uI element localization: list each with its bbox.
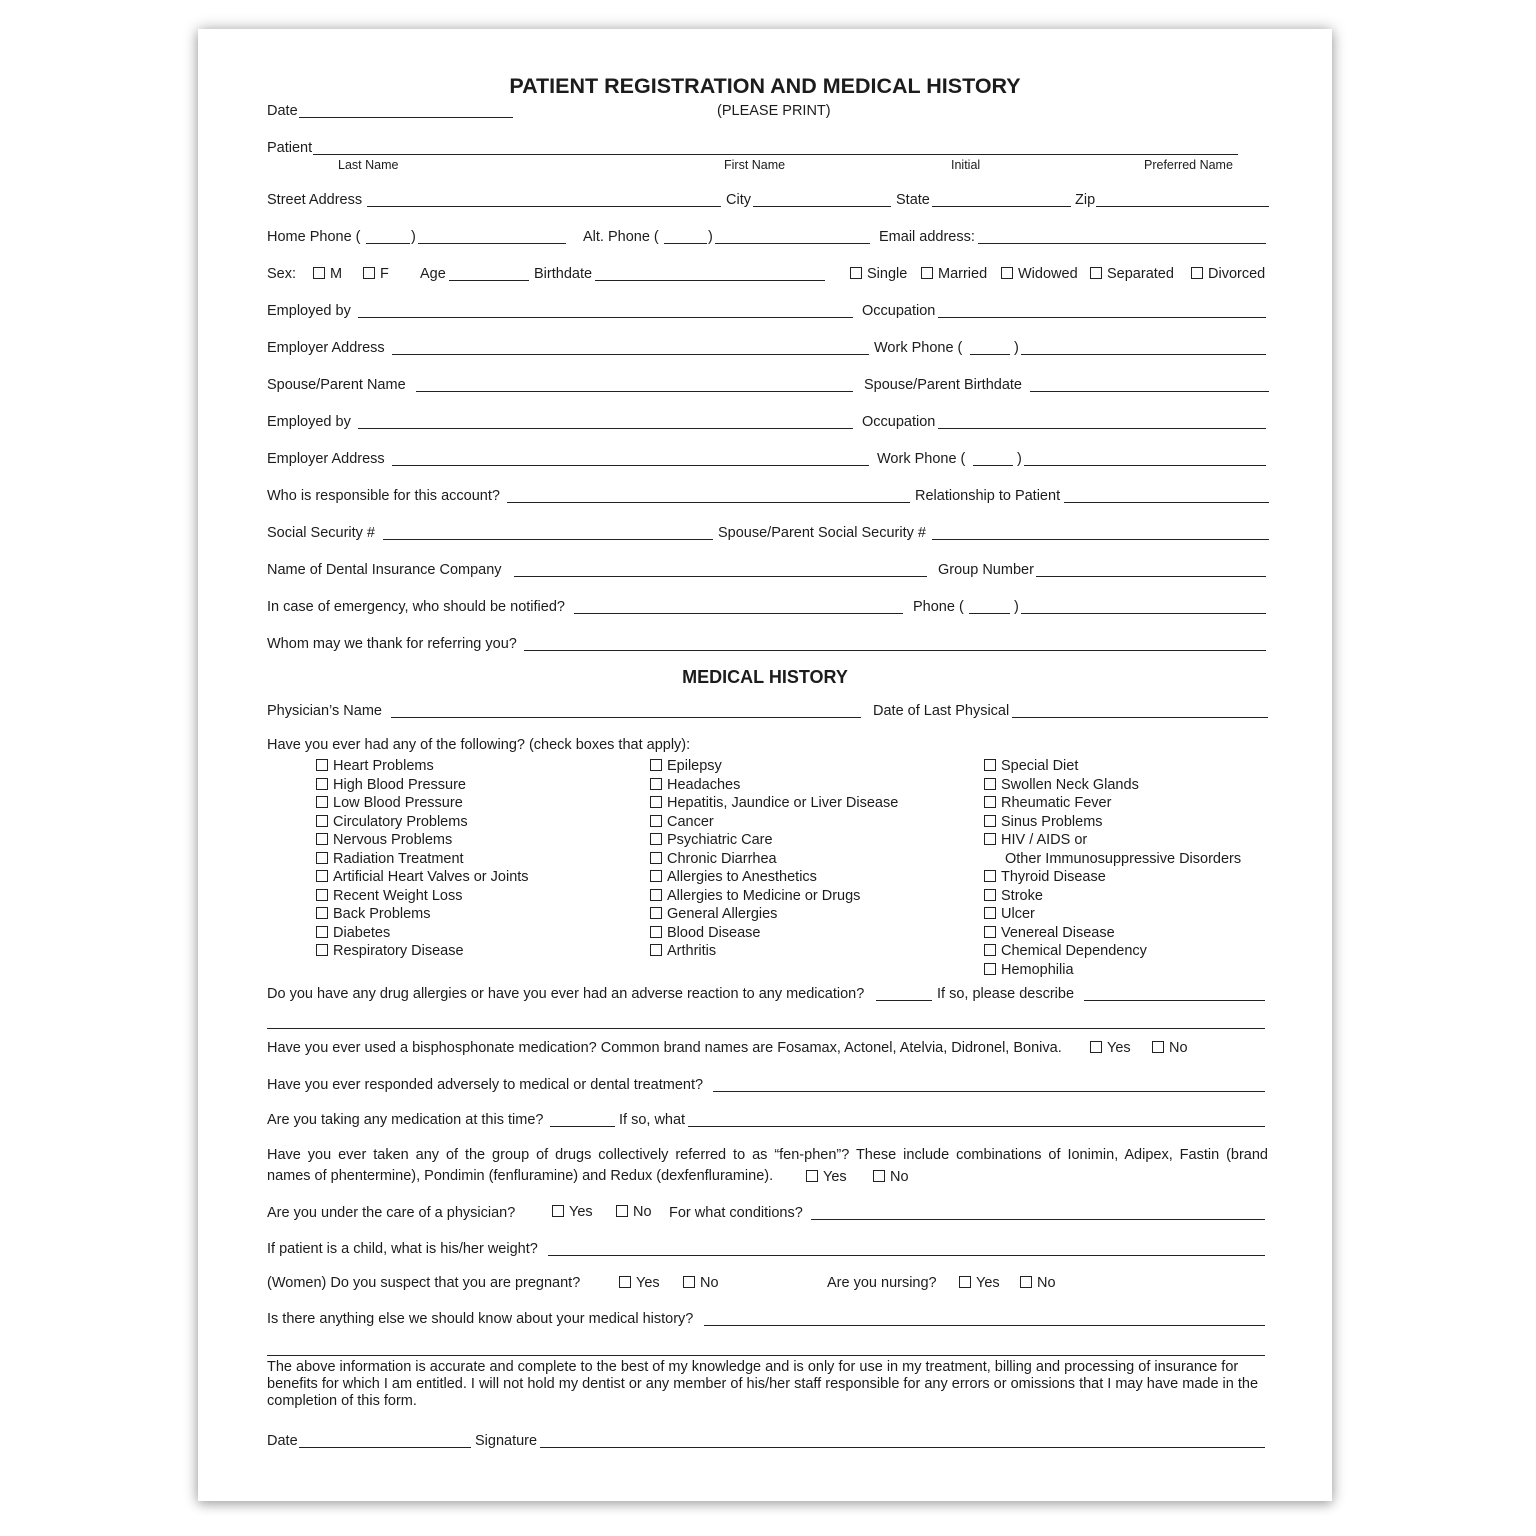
no-checkbox[interactable] — [873, 1170, 885, 1182]
yes-checkbox[interactable] — [619, 1276, 631, 1288]
condition-checkbox[interactable] — [316, 833, 328, 845]
home-phone-label: Home Phone ( — [267, 229, 361, 245]
condition-item[interactable]: Recent Weight Loss — [316, 888, 463, 905]
describe-field-line2[interactable] — [267, 1028, 1265, 1029]
condition-item[interactable]: Arthritis — [650, 943, 716, 960]
child-weight-question: If patient is a child, what is his/her weight? — [267, 1241, 538, 1257]
group-number-field[interactable] — [1036, 576, 1266, 577]
condition-checkbox[interactable] — [650, 796, 662, 808]
alt-phone-label: Alt. Phone ( — [583, 229, 659, 245]
condition-checkbox[interactable] — [984, 889, 996, 901]
child-weight-field[interactable] — [548, 1255, 1265, 1256]
responsible-field[interactable] — [507, 502, 910, 503]
spouse-occupation-label: Occupation — [862, 414, 936, 430]
nursing-yes-option[interactable]: Yes — [959, 1275, 1000, 1292]
condition-item[interactable]: Nervous Problems — [316, 832, 452, 849]
conditions-label: For what conditions? — [669, 1205, 803, 1221]
first-name-caption: First Name — [724, 158, 786, 172]
condition-checkbox[interactable] — [316, 926, 328, 938]
condition-checkbox[interactable] — [316, 796, 328, 808]
condition-checkbox[interactable] — [316, 852, 328, 864]
please-print-note: (PLEASE PRINT) — [717, 103, 831, 119]
no-checkbox[interactable] — [616, 1205, 628, 1217]
condition-item[interactable]: Hemophilia — [984, 962, 1074, 979]
last-physical-field[interactable] — [1012, 717, 1268, 718]
spouse-ssn-label: Spouse/Parent Social Security # — [718, 525, 926, 541]
condition-item[interactable]: Artificial Heart Valves or Joints — [316, 869, 529, 886]
patient-label: Patient — [267, 140, 313, 156]
condition-item[interactable]: Cancer — [650, 814, 714, 831]
spouse-occupation-field[interactable] — [938, 428, 1266, 429]
signature-field[interactable] — [540, 1447, 1265, 1448]
referral-label: Whom may we thank for referring you? — [267, 636, 517, 652]
no-checkbox[interactable] — [683, 1276, 695, 1288]
pregnant-question: (Women) Do you suspect that you are pregnant? — [267, 1275, 581, 1291]
insurance-field[interactable] — [514, 576, 927, 577]
street-label: Street Address — [267, 192, 363, 208]
sex-label: Sex: — [267, 266, 297, 282]
home-phone-field[interactable] — [418, 243, 566, 244]
signature-label: Signature — [475, 1433, 538, 1449]
form-sheet — [198, 29, 1332, 1501]
condition-checkbox[interactable] — [984, 944, 996, 956]
city-field[interactable] — [753, 206, 891, 207]
taking-medication-field[interactable] — [550, 1126, 615, 1127]
condition-item[interactable]: Radiation Treatment — [316, 851, 464, 868]
spouse-birthdate-label: Spouse/Parent Birthdate — [864, 377, 1022, 393]
taking-medication-question: Are you taking any medication at this time? — [267, 1112, 544, 1128]
condition-checkbox[interactable] — [650, 907, 662, 919]
condition-checkbox[interactable] — [650, 852, 662, 864]
anything-else-question: Is there anything else we should know about your medical history? — [267, 1311, 694, 1327]
marital-divorced-option[interactable]: Divorced — [1191, 266, 1265, 283]
condition-item[interactable]: Heart Problems — [316, 758, 434, 775]
emergency-label: In case of emergency, who should be notified? — [267, 599, 565, 615]
state-field[interactable] — [932, 206, 1071, 207]
yes-checkbox[interactable] — [552, 1205, 564, 1217]
occupation-field[interactable] — [938, 317, 1266, 318]
condition-item[interactable]: High Blood Pressure — [316, 777, 466, 794]
condition-item[interactable]: Special Diet — [984, 758, 1078, 775]
spouse-employed-by-field[interactable] — [358, 428, 853, 429]
date-field[interactable] — [299, 117, 513, 118]
condition-item[interactable]: Thyroid Disease — [984, 869, 1106, 886]
pregnant-no-option[interactable]: No — [683, 1275, 719, 1292]
zip-field[interactable] — [1096, 206, 1269, 207]
condition-item[interactable]: Chemical Dependency — [984, 943, 1147, 960]
physician-care-question: Are you under the care of a physician? — [267, 1205, 516, 1221]
work-phone-field[interactable] — [1021, 354, 1266, 355]
condition-item[interactable]: Headaches — [650, 777, 740, 794]
sex-female-checkbox[interactable] — [363, 267, 375, 279]
yes-checkbox[interactable] — [959, 1276, 971, 1288]
form-title: PATIENT REGISTRATION AND MEDICAL HISTORY — [509, 74, 1021, 98]
condition-checkbox[interactable] — [984, 815, 996, 827]
ssn-field[interactable] — [383, 539, 713, 540]
sign-date-field[interactable] — [299, 1447, 471, 1448]
condition-checkbox[interactable] — [984, 778, 996, 790]
condition-checkbox[interactable] — [650, 889, 662, 901]
employed-by-label: Employed by — [267, 303, 351, 319]
yes-checkbox[interactable] — [1090, 1041, 1102, 1053]
condition-item[interactable]: Diabetes — [316, 925, 390, 942]
yes-checkbox[interactable] — [806, 1170, 818, 1182]
emergency-phone-label: Phone ( — [913, 599, 964, 615]
no-checkbox[interactable] — [1020, 1276, 1032, 1288]
last-physical-label: Date of Last Physical — [873, 703, 1010, 719]
insurance-label: Name of Dental Insurance Company — [267, 562, 502, 578]
condition-item[interactable]: Hepatitis, Jaundice or Liver Disease — [650, 795, 898, 812]
fenphen-question-line2: names of phentermine), Pondimin (fenfluramine) and Redux (dexfenfluramine). — [267, 1168, 774, 1184]
home-phone-area-field[interactable] — [366, 243, 410, 244]
spouse-work-phone-label: Work Phone ( — [877, 451, 966, 467]
age-field[interactable] — [449, 280, 529, 281]
consent-statement: The above information is accurate and complete to the best of my knowledge and is only for use in my treatment, billing and processing of insurance for benefits for which I am entitled. I will not hold my dentist or any member of his/her staff responsible for any errors or omissions that I may have made in the completion of this form. — [267, 1359, 1259, 1409]
condition-continuation: Other Immunosuppressive Disorders — [1005, 851, 1242, 867]
physician-care-no-option[interactable]: No — [616, 1204, 652, 1221]
nursing-question: Are you nursing? — [827, 1275, 937, 1291]
condition-checkbox[interactable] — [984, 907, 996, 919]
condition-item[interactable]: Swollen Neck Glands — [984, 777, 1139, 794]
physician-name-field[interactable] — [391, 717, 861, 718]
birthdate-label: Birthdate — [534, 266, 593, 282]
employer-address-label: Employer Address — [267, 340, 385, 356]
spouse-birthdate-field[interactable] — [1030, 391, 1269, 392]
date-label: Date — [267, 103, 298, 119]
if-so-what-label: If so, what — [619, 1112, 686, 1128]
alt-phone-field[interactable] — [715, 243, 870, 244]
occupation-label: Occupation — [862, 303, 936, 319]
work-phone-area-field[interactable] — [970, 354, 1010, 355]
relationship-field[interactable] — [1064, 502, 1269, 503]
condition-checkbox[interactable] — [316, 907, 328, 919]
condition-checkbox[interactable] — [650, 833, 662, 845]
condition-checkbox[interactable] — [984, 833, 996, 845]
pregnant-yes-option[interactable]: Yes — [619, 1275, 660, 1292]
initial-caption: Initial — [951, 158, 981, 172]
city-label: City — [726, 192, 751, 208]
condition-item[interactable]: Allergies to Anesthetics — [650, 869, 817, 886]
spouse-employer-address-label: Employer Address — [267, 451, 385, 467]
anything-else-field[interactable] — [704, 1325, 1265, 1326]
emergency-field[interactable] — [574, 613, 903, 614]
marital-single-option[interactable]: Single — [850, 266, 907, 283]
condition-item[interactable]: Psychiatric Care — [650, 832, 773, 849]
anything-else-field-line2[interactable] — [267, 1355, 1265, 1356]
employed-by-field[interactable] — [358, 317, 853, 318]
drug-allergies-answer-field[interactable] — [876, 1000, 932, 1001]
adverse-field[interactable] — [713, 1091, 1265, 1092]
condition-item[interactable]: Epilepsy — [650, 758, 722, 775]
condition-checkbox[interactable] — [650, 815, 662, 827]
spouse-employed-by-label: Employed by — [267, 414, 351, 430]
state-label: State — [896, 192, 930, 208]
physician-care-yes-option[interactable]: Yes — [552, 1204, 593, 1221]
bisphosphonate-no-option[interactable]: No — [1152, 1040, 1188, 1057]
patient-name-field[interactable] — [313, 154, 1238, 155]
condition-checkbox[interactable] — [984, 963, 996, 975]
alt-phone-paren: ) — [708, 229, 713, 245]
emergency-phone-paren: ) — [1014, 599, 1019, 615]
employer-address-field[interactable] — [392, 354, 869, 355]
condition-checkbox[interactable] — [984, 926, 996, 938]
physician-name-label: Physician’s Name — [267, 703, 382, 719]
birthdate-field[interactable] — [595, 280, 825, 281]
email-field[interactable] — [978, 243, 1266, 244]
single-checkbox[interactable] — [850, 267, 862, 279]
emergency-phone-area-field[interactable] — [969, 613, 1010, 614]
conditions-field[interactable] — [811, 1219, 1265, 1220]
condition-item[interactable]: Low Blood Pressure — [316, 795, 463, 812]
referral-field[interactable] — [524, 650, 1266, 651]
condition-checkbox[interactable] — [650, 926, 662, 938]
condition-checkbox[interactable] — [316, 870, 328, 882]
fenphen-question-line1: Have you ever taken any of the group of drugs collectively referred to as “fen-phen”? These include combinations of Ionimin, Adipex, Fastin (brand — [267, 1147, 1268, 1163]
divorced-checkbox[interactable] — [1191, 267, 1203, 279]
relationship-label: Relationship to Patient — [915, 488, 1061, 504]
spouse-name-label: Spouse/Parent Name — [267, 377, 406, 393]
condition-item[interactable]: Stroke — [984, 888, 1043, 905]
sex-female-option[interactable]: F — [363, 266, 389, 283]
condition-checkbox[interactable] — [316, 815, 328, 827]
preferred-name-caption: Preferred Name — [1144, 158, 1233, 172]
group-number-label: Group Number — [938, 562, 1034, 578]
condition-item[interactable]: Sinus Problems — [984, 814, 1103, 831]
last-name-caption: Last Name — [338, 158, 399, 172]
condition-checkbox[interactable] — [316, 759, 328, 771]
responsible-label: Who is responsible for this account? — [267, 488, 500, 504]
emergency-phone-field[interactable] — [1021, 613, 1266, 614]
condition-checkbox[interactable] — [650, 778, 662, 790]
condition-checkbox[interactable] — [316, 778, 328, 790]
marital-married-option[interactable]: Married — [921, 266, 987, 283]
condition-item[interactable]: General Allergies — [650, 906, 777, 923]
nursing-no-option[interactable]: No — [1020, 1275, 1056, 1292]
no-checkbox[interactable] — [1152, 1041, 1164, 1053]
condition-item[interactable]: Chronic Diarrhea — [650, 851, 777, 868]
condition-checkbox[interactable] — [650, 759, 662, 771]
email-label: Email address: — [879, 229, 975, 245]
condition-item[interactable]: Allergies to Medicine or Drugs — [650, 888, 860, 905]
adverse-question: Have you ever responded adversely to medical or dental treatment? — [267, 1077, 704, 1093]
conditions-question: Have you ever had any of the following? (check boxes that apply): — [267, 737, 691, 753]
condition-checkbox[interactable] — [650, 870, 662, 882]
age-label: Age — [420, 266, 446, 282]
alt-phone-area-field[interactable] — [664, 243, 707, 244]
spouse-work-phone-field[interactable] — [1024, 465, 1266, 466]
spouse-employer-address-field[interactable] — [392, 465, 869, 466]
fenphen-no-option[interactable]: No — [873, 1169, 909, 1186]
marital-widowed-option[interactable]: Widowed — [1001, 266, 1078, 283]
ssn-label: Social Security # — [267, 525, 375, 541]
separated-checkbox[interactable] — [1090, 267, 1102, 279]
widowed-checkbox[interactable] — [1001, 267, 1013, 279]
condition-item[interactable]: Circulatory Problems — [316, 814, 468, 831]
condition-checkbox[interactable] — [650, 944, 662, 956]
work-phone-paren: ) — [1014, 340, 1019, 356]
condition-item[interactable]: Ulcer — [984, 906, 1035, 923]
medical-history-heading: MEDICAL HISTORY — [682, 667, 848, 687]
condition-item[interactable]: HIV / AIDS or — [984, 832, 1087, 849]
condition-checkbox[interactable] — [984, 759, 996, 771]
drug-allergies-question: Do you have any drug allergies or have you ever had an adverse reaction to any medication? — [267, 986, 865, 1002]
condition-item[interactable]: Rheumatic Fever — [984, 795, 1111, 812]
describe-label: If so, please describe — [937, 986, 1075, 1002]
spouse-work-phone-paren: ) — [1017, 451, 1022, 467]
condition-item[interactable]: Respiratory Disease — [316, 943, 464, 960]
home-phone-paren: ) — [411, 229, 416, 245]
describe-field[interactable] — [1084, 1000, 1265, 1001]
condition-checkbox[interactable] — [316, 889, 328, 901]
bisphosphonate-question: Have you ever used a bisphosphonate medication? Common brand names are Fosamax, Actonel, Atelvia, Didronel, Boniva. — [267, 1040, 1062, 1056]
street-field[interactable] — [367, 206, 721, 207]
condition-checkbox[interactable] — [316, 944, 328, 956]
spouse-name-field[interactable] — [416, 391, 853, 392]
condition-checkbox[interactable] — [984, 870, 996, 882]
spouse-ssn-field[interactable] — [932, 539, 1269, 540]
zip-label: Zip — [1075, 192, 1096, 208]
sex-male-option[interactable]: M — [313, 266, 342, 283]
sex-male-checkbox[interactable] — [313, 267, 325, 279]
if-so-what-field[interactable] — [688, 1126, 1265, 1127]
sign-date-label: Date — [267, 1433, 298, 1449]
bisphosphonate-yes-option[interactable]: Yes — [1090, 1040, 1131, 1057]
fenphen-yes-option[interactable]: Yes — [806, 1169, 847, 1186]
married-checkbox[interactable] — [921, 267, 933, 279]
condition-item[interactable]: Venereal Disease — [984, 925, 1115, 942]
condition-checkbox[interactable] — [984, 796, 996, 808]
condition-item[interactable]: Blood Disease — [650, 925, 761, 942]
condition-item[interactable]: Back Problems — [316, 906, 431, 923]
spouse-work-phone-area-field[interactable] — [973, 465, 1013, 466]
work-phone-label: Work Phone ( — [874, 340, 963, 356]
marital-separated-option[interactable]: Separated — [1090, 266, 1174, 283]
